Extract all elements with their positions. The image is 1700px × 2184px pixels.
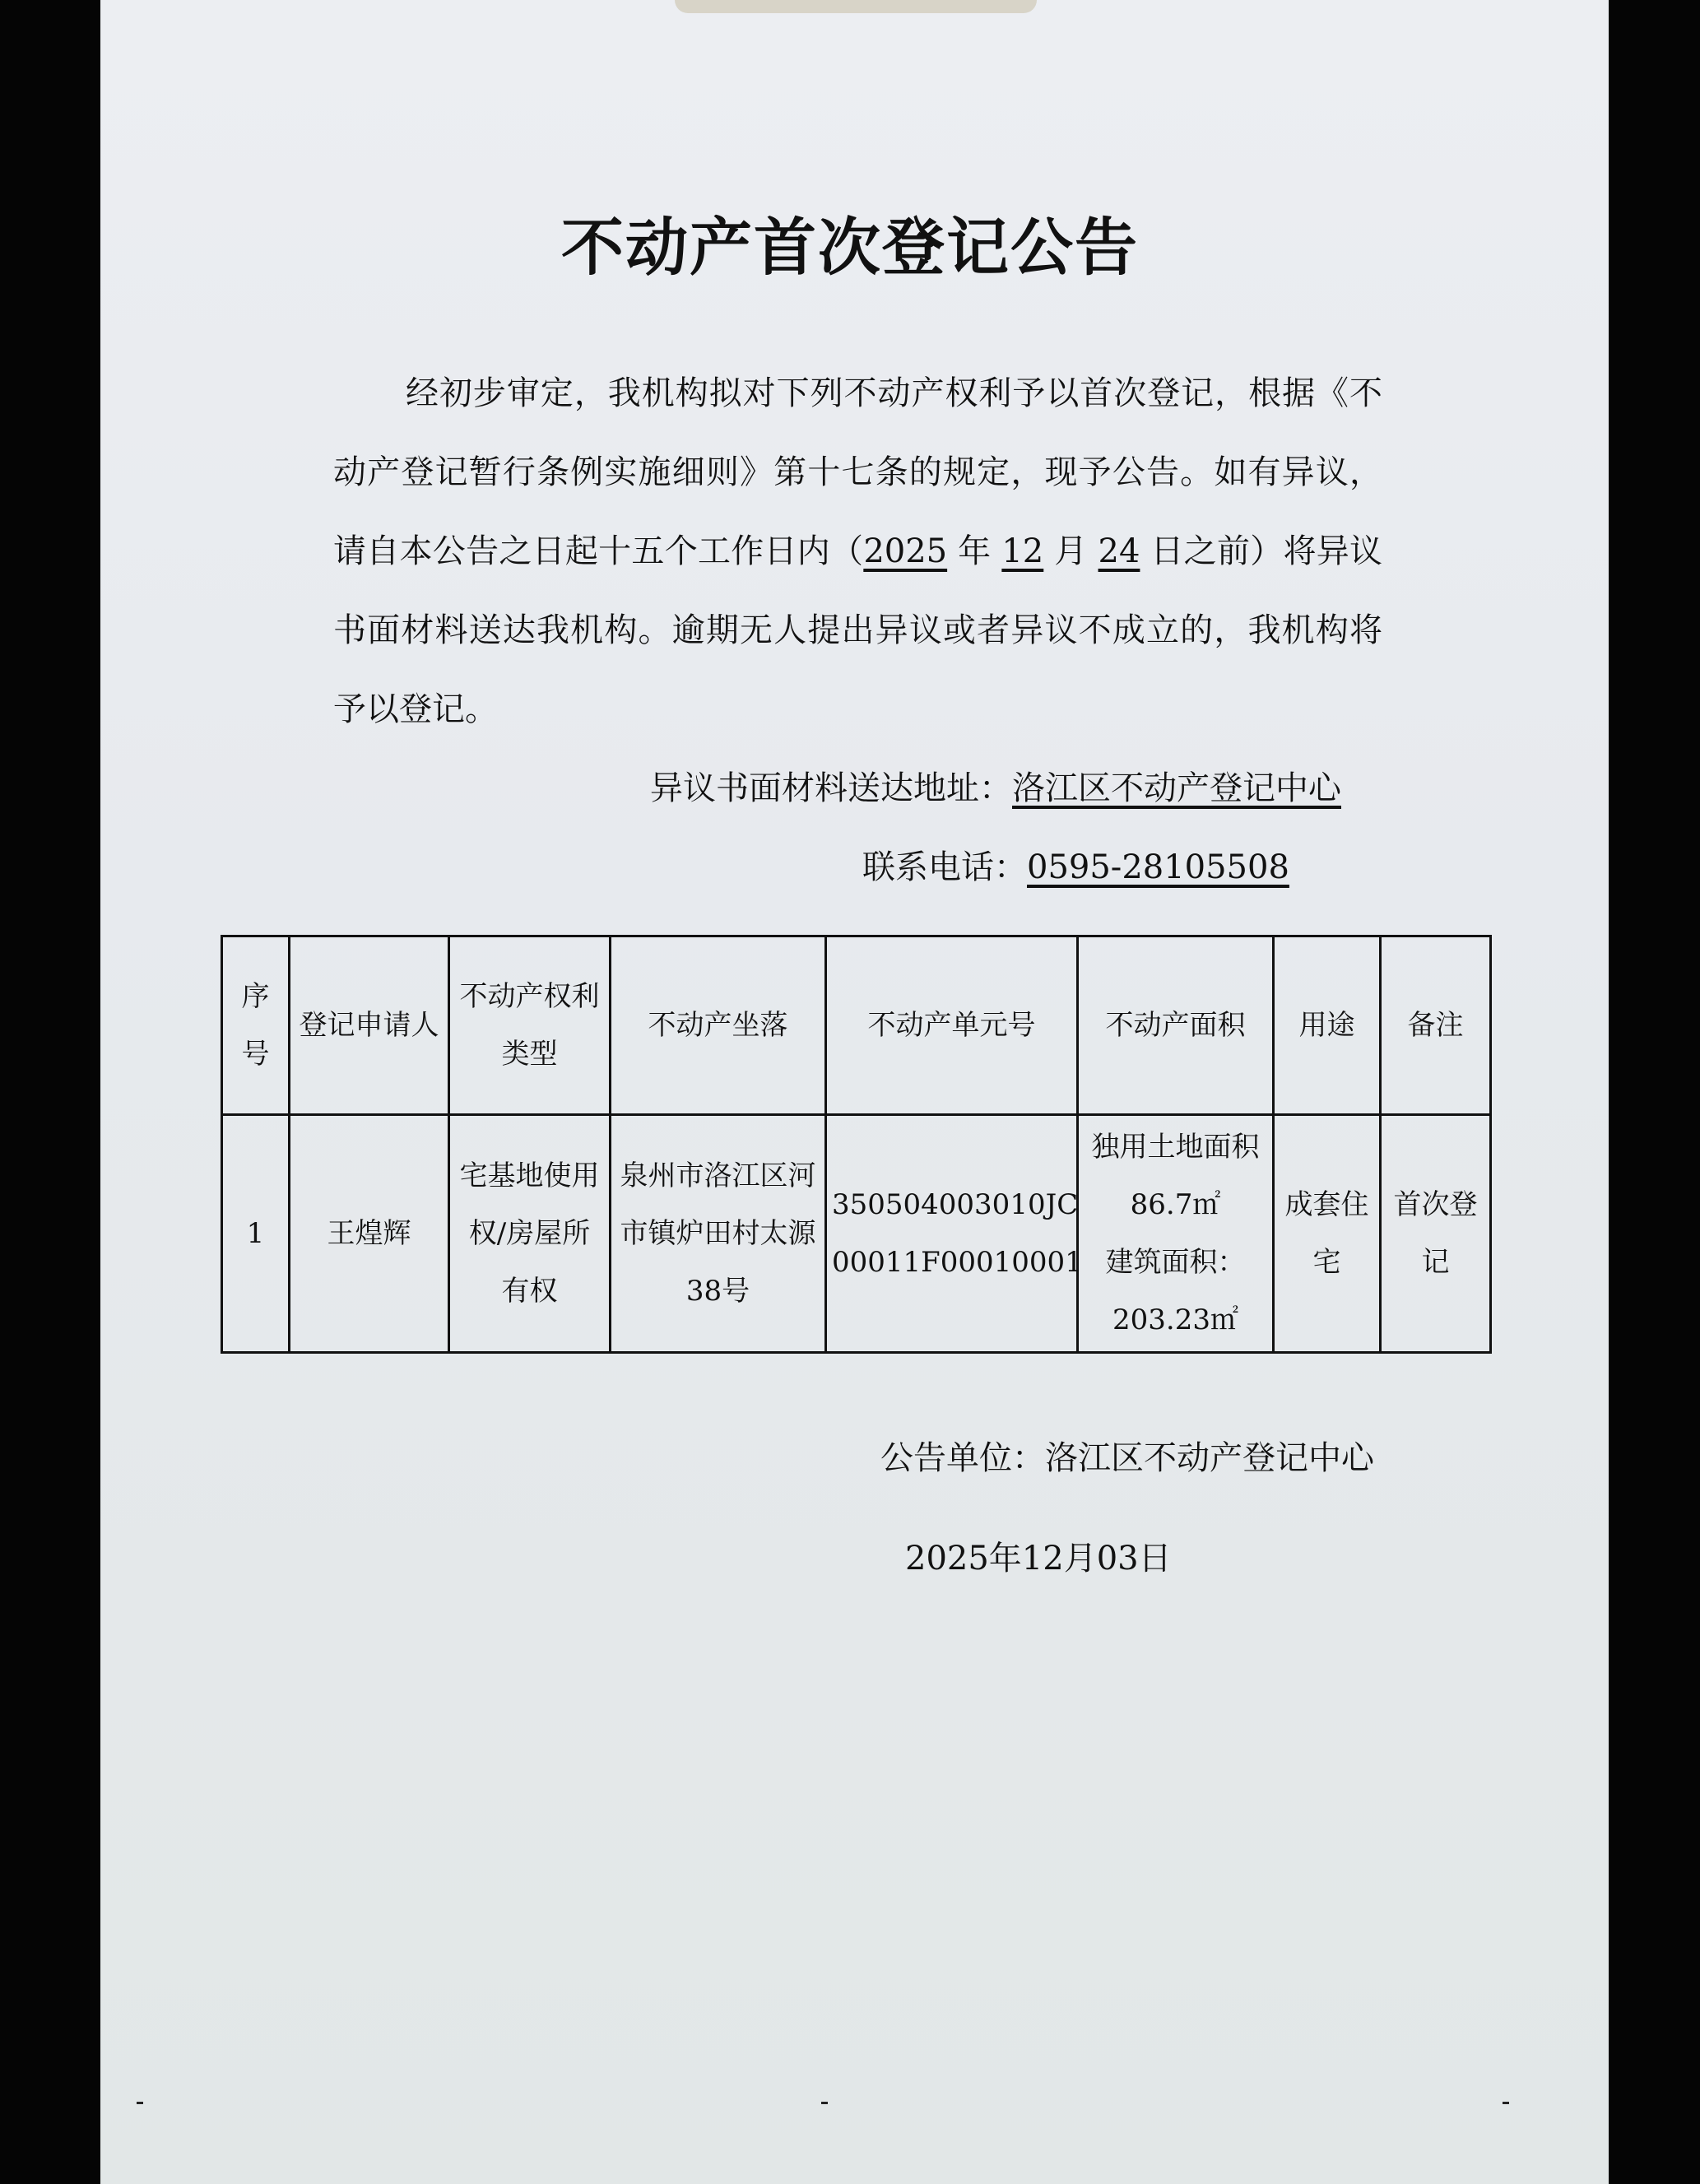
address-value: 洛江区不动产登记中心	[1012, 769, 1341, 807]
issue-date: 2025年12月03日	[905, 1540, 1172, 1578]
unit-no-line-1: 350504003010JC	[832, 1188, 1079, 1221]
year-char: 年	[958, 532, 992, 570]
phone-line	[862, 841, 1289, 888]
cell-applicant: 王煌辉	[290, 1115, 449, 1353]
table-header-row	[222, 936, 1491, 1115]
header-remark: 备注	[1381, 936, 1491, 1115]
edge-mark	[1503, 2102, 1509, 2104]
header-area: 不动产面积	[1078, 936, 1274, 1115]
registration-table	[221, 935, 1492, 1354]
header-location: 不动产坐落	[611, 936, 826, 1115]
cell-location: 泉州市洛江区河市镇炉田村太源38号	[611, 1115, 826, 1353]
edge-mark	[821, 2102, 828, 2104]
deadline-year: 2025	[863, 532, 948, 570]
area-land: 独用土地面积86.7㎡	[1091, 1131, 1260, 1221]
cell-right-type: 宅基地使用权/房屋所有权	[449, 1115, 611, 1353]
header-applicant: 登记申请人	[290, 936, 449, 1115]
header-unit-no: 不动产单元号	[826, 936, 1078, 1115]
phone-value: 0595-28105508	[1027, 848, 1289, 886]
header-usage: 用途	[1274, 936, 1381, 1115]
phone-label: 联系电话：	[862, 848, 1027, 886]
address-label: 异议书面材料送达地址：	[650, 769, 1012, 807]
notice-title: 不动产首次登记公告	[561, 211, 1139, 284]
edge-mark	[137, 2102, 143, 2104]
header-right-type: 不动产权利类型	[449, 936, 611, 1115]
cell-area	[1078, 1115, 1274, 1353]
paper-clip	[675, 0, 1037, 13]
paragraph-part-b: 日之前）将异议书面材料送达我机构。逾期无人提出异议或者异议不成立的，我机构将予以登记。	[333, 532, 1383, 728]
notice-body	[333, 354, 1382, 749]
deadline-day: 24	[1098, 532, 1140, 570]
area-building: 建筑面积：203.23㎡	[1105, 1246, 1246, 1336]
header-no: 序号	[222, 936, 290, 1115]
cell-remark: 首次登记	[1381, 1115, 1491, 1353]
address-line	[650, 762, 1341, 809]
table-row	[222, 1115, 1491, 1353]
deadline-month: 12	[1001, 532, 1044, 570]
paragraph-part-a: 经初步审定，我机构拟对下列不动产权利予以首次登记，根据《不动产登记暂行条例实施细则》第十七条的规定，现予公告。如有异议，请自本公告之日起十五个工作日内（	[333, 374, 1382, 570]
issuer-line: 公告单位：洛江区不动产登记中心	[880, 1439, 1374, 1477]
month-char: 月	[1054, 532, 1088, 570]
unit-no-line-2: 00011F00010001	[832, 1246, 1083, 1279]
cell-unit-no	[826, 1115, 1083, 1353]
cell-no: 1	[222, 1115, 290, 1353]
notice-paragraph	[333, 354, 1382, 749]
cell-usage: 成套住宅	[1274, 1115, 1381, 1353]
